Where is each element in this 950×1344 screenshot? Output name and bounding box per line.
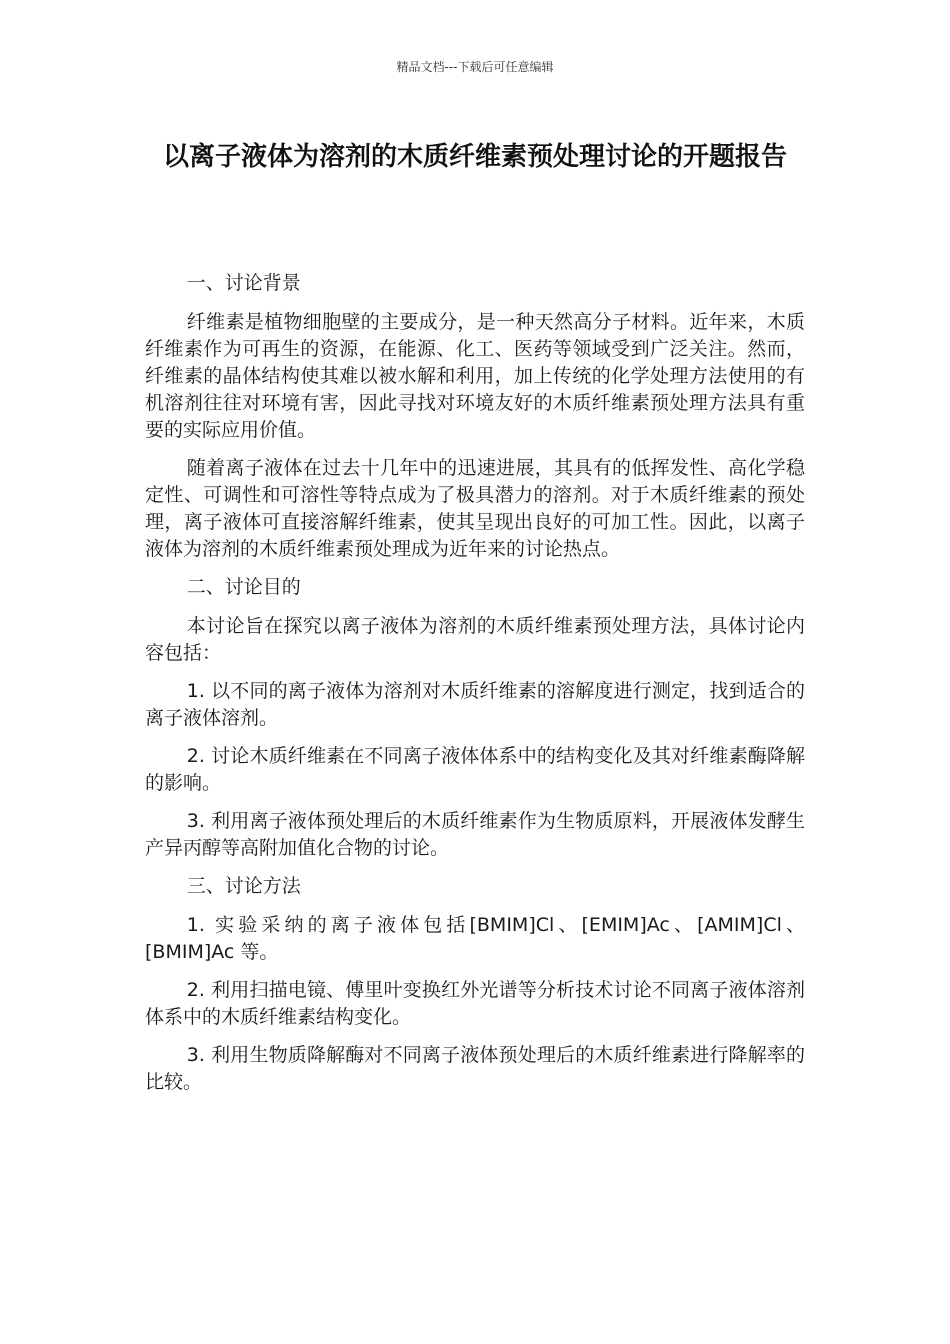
paragraph-background-2: 随着离子液体在过去十几年中的迅速进展，其具有的低挥发性、高化学稳定性、可调性和可溶性等特点成为了极具潜力的溶剂。对于木质纤维素的预处理，离子液体可直接溶解纤维素，使其呈现出良好的可加工性。因此，以离子液体为溶剂的木质纤维素预处理成为近年来的讨论热点。 bbox=[145, 457, 805, 560]
document-body bbox=[145, 270, 805, 1107]
list-item-purpose-3: 3. 利用离子液体预处理后的木质纤维素作为生物质原料，开展液体发酵生产异丙醇等高附加值化合物的讨论。 bbox=[145, 810, 805, 859]
list-item-method-3: 3. 利用生物质降解酶对不同离子液体预处理后的木质纤维素进行降解率的比较。 bbox=[145, 1044, 805, 1093]
paragraph-purpose-intro: 本讨论旨在探究以离子液体为溶剂的木质纤维素预处理方法，具体讨论内容包括： bbox=[145, 615, 805, 664]
paragraph-background-1: 纤维素是植物细胞壁的主要成分，是一种天然高分子材料。近年来，木质纤维素作为可再生的资源，在能源、化工、医药等领域受到广泛关注。然而，纤维素的晶体结构使其难以被水解和利用，加上传统的化学处理方法使用的有机溶剂往往对环境有害，因此寻找对环境友好的木质纤维素预处理方法具有重要的实际应用价值。 bbox=[145, 311, 805, 441]
section-heading-method: 三、讨论方法 bbox=[186, 875, 301, 897]
list-item-method-1: 1. 实验采纳的离子液体包括[BMIM]Cl、[EMIM]Ac、[AMIM]Cl、[BMIM]Ac 等。 bbox=[145, 914, 805, 963]
section-heading-purpose: 二、讨论目的 bbox=[186, 576, 301, 598]
document-title: 以离子液体为溶剂的木质纤维素预处理讨论的开题报告 bbox=[162, 142, 787, 172]
list-item-method-2: 2. 利用扫描电镜、傅里叶变换红外光谱等分析技术讨论不同离子液体溶剂体系中的木质纤维素结构变化。 bbox=[145, 979, 805, 1028]
list-item-purpose-1: 1. 以不同的离子液体为溶剂对木质纤维素的溶解度进行测定，找到适合的离子液体溶剂。 bbox=[145, 680, 805, 729]
header-note: 精品文档---下载后可任意编辑 bbox=[396, 60, 554, 74]
section-heading-background: 一、讨论背景 bbox=[186, 272, 301, 294]
list-item-purpose-2: 2. 讨论木质纤维素在不同离子液体体系中的结构变化及其对纤维素酶降解的影响。 bbox=[145, 745, 805, 794]
